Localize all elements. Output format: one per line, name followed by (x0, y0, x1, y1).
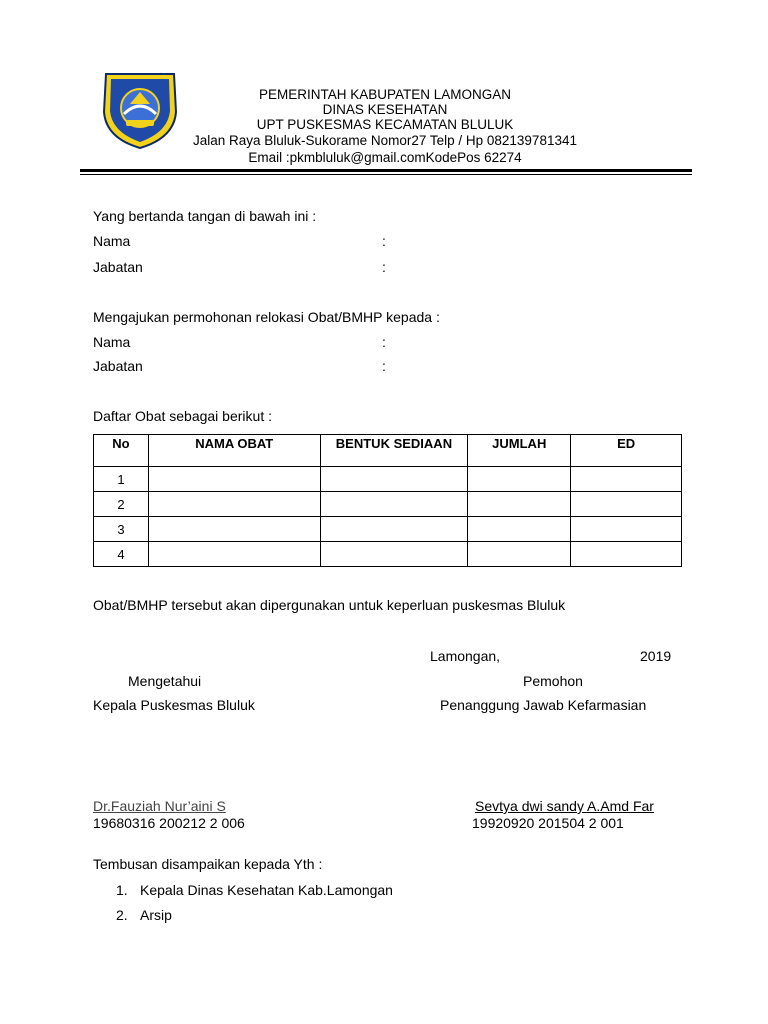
cell-bentuk-sediaan[interactable] (320, 467, 468, 492)
left-role-kepala: Kepala Puskesmas Bluluk (93, 697, 255, 713)
request-text: Mengajukan permohonan relokasi Obat/BMHP kepada : (93, 309, 440, 325)
table-row (94, 542, 682, 567)
purpose-text: Obat/BMHP tersebut akan dipergunakan untuk keperluan puskesmas Bluluk (93, 597, 566, 613)
row-number: 4 (94, 542, 149, 567)
cell-nama-obat[interactable] (148, 517, 320, 542)
right-signatory-name: Sevtya dwi sandy A.Amd Far (475, 798, 654, 814)
medicine-table (93, 434, 682, 567)
cc-item: Arsip (140, 907, 172, 923)
column-header-no: No (94, 435, 149, 467)
list-title: Daftar Obat sebagai berikut : (93, 408, 272, 424)
table-header-row (94, 435, 682, 467)
table-row (94, 517, 682, 542)
column-header-jumlah: JUMLAH (468, 435, 571, 467)
cell-jumlah[interactable] (468, 517, 571, 542)
jabatan-label-2: Jabatan (93, 358, 143, 374)
header-divider-thin (80, 174, 692, 175)
right-role-penanggung-jawab: Penanggung Jawab Kefarmasian (440, 697, 647, 713)
jabatan-colon-1: : (382, 259, 386, 275)
header-divider-thick (80, 169, 692, 172)
left-signatory-name: Dr.Fauziah Nur’aini S (93, 798, 226, 814)
cc-title: Tembusan disampaikan kepada Yth : (93, 856, 323, 872)
header-puskesmas: UPT PUSKESMAS KECAMATAN BLULUK (256, 117, 514, 132)
left-role-mengetahui: Mengetahui (128, 673, 202, 689)
nama-label-1: Nama (93, 233, 131, 249)
row-number: 1 (94, 467, 149, 492)
cell-nama-obat[interactable] (148, 542, 320, 567)
header-email: Email :pkmbluluk@gmail.comKodePos 62274 (248, 150, 522, 165)
year-label: 2019 (640, 648, 672, 664)
cell-nama-obat[interactable] (148, 492, 320, 517)
cell-jumlah[interactable] (468, 542, 571, 567)
jabatan-label-1: Jabatan (93, 259, 143, 275)
cell-ed[interactable] (571, 467, 682, 492)
cell-ed[interactable] (571, 542, 682, 567)
cell-bentuk-sediaan[interactable] (320, 492, 468, 517)
row-number: 3 (94, 517, 149, 542)
table-row (94, 467, 682, 492)
jabatan-colon-2: : (382, 358, 386, 374)
cell-ed[interactable] (571, 517, 682, 542)
intro-text: Yang bertanda tangan di bawah ini : (93, 208, 317, 224)
cc-item: Kepala Dinas Kesehatan Kab.Lamongan (140, 882, 393, 898)
nama-colon-1: : (382, 233, 386, 249)
header-address: Jalan Raya Bluluk-Sukorame Nomor27 Telp / Hp 082139781341 (193, 133, 577, 148)
cc-item-number: 1. (116, 882, 128, 898)
column-header-bentuk-sediaan: BENTUK SEDIAAN (320, 435, 468, 467)
cell-bentuk-sediaan[interactable] (320, 542, 468, 567)
cc-item-number: 2. (116, 907, 128, 923)
cell-jumlah[interactable] (468, 492, 571, 517)
table-row (94, 492, 682, 517)
cell-bentuk-sediaan[interactable] (320, 517, 468, 542)
right-role-pemohon: Pemohon (523, 673, 583, 689)
nama-colon-2: : (382, 334, 386, 350)
place-label: Lamongan, (430, 648, 501, 664)
header-department: DINAS KESEHATAN (322, 102, 448, 117)
left-signatory-nip: 19680316 200212 2 006 (93, 815, 245, 831)
nama-label-2: Nama (93, 334, 131, 350)
cell-jumlah[interactable] (468, 467, 571, 492)
cell-nama-obat[interactable] (148, 467, 320, 492)
right-signatory-nip: 19920920 201504 2 001 (472, 815, 624, 831)
column-header-ed: ED (571, 435, 682, 467)
header-government: PEMERINTAH KABUPATEN LAMONGAN (258, 87, 512, 102)
cell-ed[interactable] (571, 492, 682, 517)
column-header-nama-obat: NAMA OBAT (148, 435, 320, 467)
row-number: 2 (94, 492, 149, 517)
